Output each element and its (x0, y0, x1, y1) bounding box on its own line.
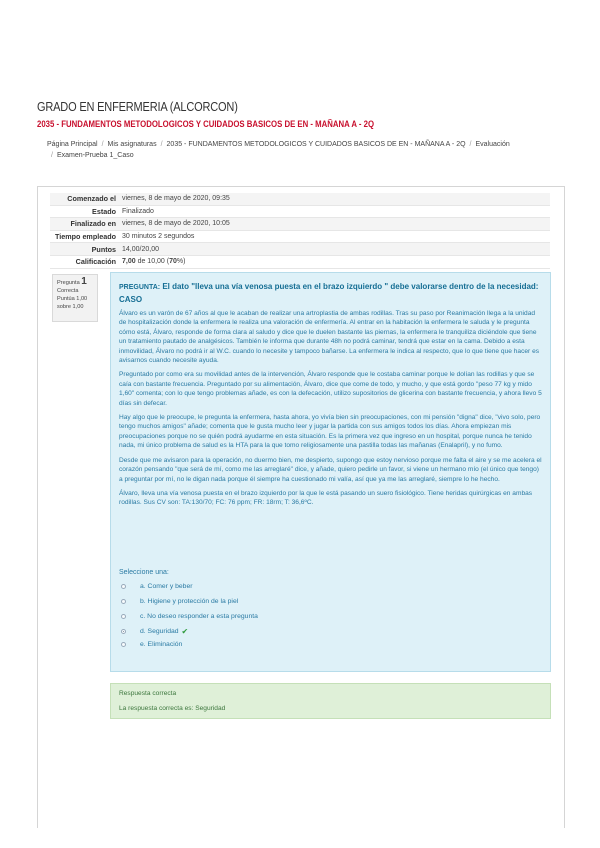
case-paragraph: Álvaro, lleva una vía venosa puesta en el brazo izquierdo por la que le está pasando un suero fisiológico. Tiene heridas quirúrgicas en ambas rodillas. Sus CV son: TA:130/70; FC: 76 ppm; FR: 18rm; T: 36,6ºC. (119, 489, 533, 507)
grade-value: 7,00 de 10,00 (70%) (122, 258, 186, 266)
course-title: GRADO EN ENFERMERIA (ALCORCON) (37, 100, 238, 114)
answer-option-b[interactable]: b. Higiene y protección de la piel (121, 598, 238, 605)
attempt-summary-table (50, 193, 550, 269)
summary-row-time: Tiempo empleado 30 minutos 2 segundos (50, 231, 550, 244)
radio-button[interactable] (121, 599, 126, 604)
case-paragraph: Preguntado por como era su movilidad antes de la intervención, Álvaro responde que le costaba caminar porque le dolían las rodillas y que se caía con bastante frecuencia. Preguntado por su alimentación, Álvaro, dice que come de todo, y mucho, y que está gordo "peso 77 kg y mido 1,60" comenta; con lo que tengo problemas añade, es con la defecación, utilizo supositorios de glicerina con bastante frecuencia, y ahora llevo 5 días sin defecar. (119, 371, 542, 407)
question-status: Correcta (57, 288, 79, 294)
breadcrumb-my-courses[interactable]: Mis asignaturas (107, 141, 157, 148)
breadcrumb-evaluation[interactable]: Evaluación (475, 141, 510, 148)
feedback-correct-answer: La respuesta correcta es: Seguridad (119, 705, 226, 712)
question-score: Puntúa 1,00 (57, 296, 88, 302)
answer-option-d[interactable]: d. Seguridad ✔ (121, 627, 188, 636)
quiz-review-card (37, 186, 565, 828)
summary-row-state: Estado Finalizado (50, 206, 550, 219)
breadcrumb-separator: / (101, 141, 104, 148)
question-number: Pregunta 1 (57, 276, 87, 287)
answer-option-c[interactable]: c. No deseo responder a esta pregunta (121, 613, 258, 620)
course-header (37, 100, 577, 130)
case-paragraph: Hay algo que le preocupe, le pregunta la enfermera, hasta ahora, yo vivía bien sin preocupaciones, con mi pensión "digna" dice, "vivo solo, pero tengo muchos amigos" añade; comenta que le gusta mucho leer y jugar la partida con sus amigos todos los días. Ahora empiezan mis preocupaciones porque no se quién podrá ayudarme en esta situación. Es la primera vez que ingreso en un hospital, porque nunca he tenido nada, mi único problema de salud es la HTA para la que tomo religiosamente una pastilla todas las mañanas (Enalapril), y no fumo. (119, 414, 541, 450)
question-box (110, 272, 551, 672)
breadcrumb (47, 139, 567, 161)
breadcrumb-home[interactable]: Página Principal (47, 141, 98, 148)
check-icon: ✔ (181, 627, 189, 636)
breadcrumb-exam[interactable]: Examen-Prueba 1_Caso (56, 152, 134, 159)
answer-option-e[interactable]: e. Eliminación (121, 641, 182, 648)
breadcrumb-separator: / (51, 152, 53, 159)
feedback-status: Respuesta correcta (119, 690, 177, 697)
question-title: PREGUNTA: El dato "lleva una vía venosa puesta en el brazo izquierdo " debe valorarse dentro de la necesidad: (119, 282, 539, 291)
breadcrumb-separator: / (469, 141, 472, 148)
summary-row-grade: Calificación 7,00 de 10,00 (70%) (50, 256, 550, 269)
question-score-max: sobre 1,00 (57, 304, 84, 310)
radio-button-checked[interactable] (121, 629, 126, 634)
case-paragraph: Álvaro es un varón de 67 años al que le acaban de realizar una artroplastia de ambas rodillas. Tras su paso por Reanimación llega a la unidad de hospitalización donde la enfermera le realiza una valoración de enfermería. Al entrar en la habitación la enfermera le saluda y le pregunta cómo está, Álvaro, responde de forma clara al saludo y dice que le duelen bastante las piernas, la enfermera le tranquiliza diciéndole que tiene un tratamiento pautado de analgésicos. También le informa que durante 48h no podrá caminar, tendrá que estar en la cama. Debido a esta inmovilidad, Álvaro no podrá ir al W.C. cuando lo necesite y tampoco bañarse. La enfermera le indica al respecto, que lo que tiene que hacer es avisarnos cuando necesite ayuda. (119, 310, 540, 365)
summary-row-finished: Finalizado en viernes, 8 de mayo de 2020, 10:05 (50, 218, 550, 231)
question-info (52, 274, 98, 322)
feedback-box (110, 683, 551, 719)
radio-button[interactable] (121, 614, 126, 619)
course-subtitle: 2035 - FUNDAMENTOS METODOLOGICOS Y CUIDADOS BASICOS DE EN - MAÑANA A - 2Q (37, 119, 375, 130)
case-text (119, 309, 542, 508)
summary-row-points: Puntos 14,00/20,00 (50, 243, 550, 256)
breadcrumb-separator: / (160, 141, 163, 148)
case-paragraph: Desde que me avisaron para la operación, no duermo bien, me despierto, supongo que estoy nervioso porque me falta el aire y se me acelera el corazón pensando "que será de mí, como me las arreglaré" dice, y añade, quiero pedirle un favor, si viene un hermano mío (el único que tengo) a preguntar por mí, no le digan nada porque él siempre ha cuestionado mi valía, así que ya me las arreglaré, siempre lo he hecho. (119, 456, 542, 483)
radio-button[interactable] (121, 642, 126, 647)
choose-label: Seleccione una: (119, 569, 169, 576)
breadcrumb-course[interactable]: 2035 - FUNDAMENTOS METODOLOGICOS Y CUIDADOS BASICOS DE EN - MAÑANA A - 2Q (166, 141, 466, 148)
answer-option-a[interactable]: a. Comer y beber (121, 583, 193, 590)
radio-button[interactable] (121, 584, 126, 589)
case-label: CASO (119, 295, 143, 304)
summary-row-started: Comenzado el viernes, 8 de mayo de 2020, 09:35 (50, 193, 550, 206)
